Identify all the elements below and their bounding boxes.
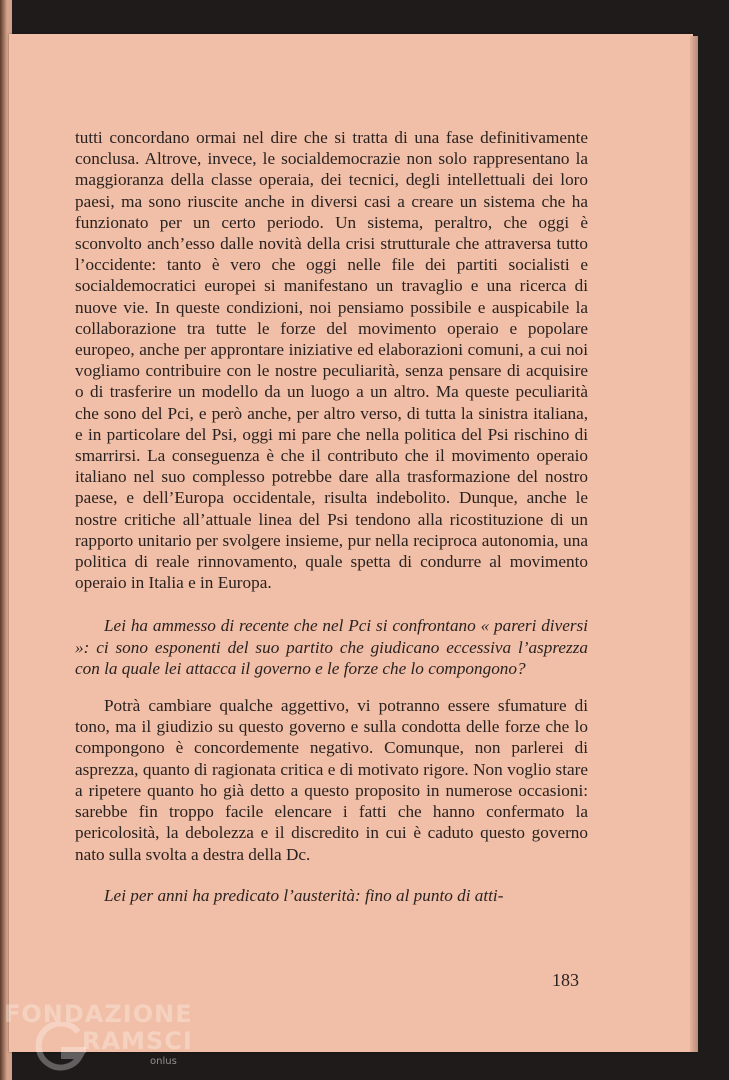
question-paragraph-2: Lei per anni ha predicato l’austerità: fino al punto di atti- — [104, 885, 504, 905]
watermark-onlus: onlus — [150, 1056, 177, 1067]
answer-paragraph-1: tutti concordano ormai nel dire che si tratta di una fase definitivamente conclusa. Altrove, invece, le socialdemocrazie non solo rappresentano la maggioranza della classe operaia, dei tecnici, degli intellettuali dei loro paesi, ma sono riuscite anche in diversi casi a creare un sistema che ha funzionato per un certo periodo. Un sistema, peraltro, che oggi è sconvolto anch’esso dalle novità della crisi strutturale che attraversa tutto l’occidente: tanto è vero che oggi nelle file dei partiti socialisti e socialdemocratici europei si manifestano un travaglio e una ricerca di nuove vie. In queste condizioni, noi pensiamo possibile e auspicabile la collaborazione tra tutte le forze del movimento operaio e popolare europeo, anche per approntare iniziative ed elaborazioni comuni, a cui noi vogliamo contribuire con le nostre peculiarità, senza pensare di acquisire o di trasferire un modello da un luogo a un altro. Ma queste peculiarità che sono del Pci, e però anche, per altro verso, di tutta la sinistra italiana, e in particolare del Psi, oggi mi pare che nella politica del Psi rischino di smarrirsi. La conseguenza è che il contributo che il movimento operaio italiano nel suo complesso potrebbe dare alla trasformazione del nostro paese, e dell’Europa occidentale, risulta indebolito. Dunque, anche le nostre critiche all’attuale linea del Psi tendono alla ricostituzione di un rapporto unitario per svolgere insieme, pur nella reciproca autonomia, una politica di reale rinnovamento, quale spetta di condurre al movimento operaio in Italia e in Europa. — [75, 128, 588, 593]
page-number: 183 — [552, 970, 579, 990]
page-stack-edge — [690, 36, 698, 1052]
fondazione-gramsci-watermark — [2, 1000, 202, 1075]
page-text — [75, 127, 588, 906]
answer-paragraph-2: Potrà cambiare qualche aggettivo, vi potranno essere sfumature di tono, ma il giudizio su questo governo e sulla condotta delle forze che lo compongono è concordemente negativo. Comunque, non parlerei di asprezza, quanto di ragionata critica e di motivato rigore. Non voglio stare a ripetere quanto ho già detto a questo proposito in numerose occasioni: sarebbe fin troppo facile elencare i fatti che hanno confermato la pericolosità, la debolezza e il discredito in cui è caduto questo governo nato sulla svolta a destra della Dc. — [75, 696, 588, 864]
watermark-line-1: FONDAZIONE — [4, 1000, 193, 1028]
watermark-line-2: RAMSCI — [82, 1027, 193, 1055]
gramsci-logo-icon — [30, 1022, 90, 1072]
question-paragraph-1: Lei ha ammesso di recente che nel Pci si confrontano « pareri diversi »: ci sono esponenti del suo partito che giudicano eccessiva l’asprezza con la quale lei attacca il governo e le forze che lo compongono? — [75, 616, 588, 678]
